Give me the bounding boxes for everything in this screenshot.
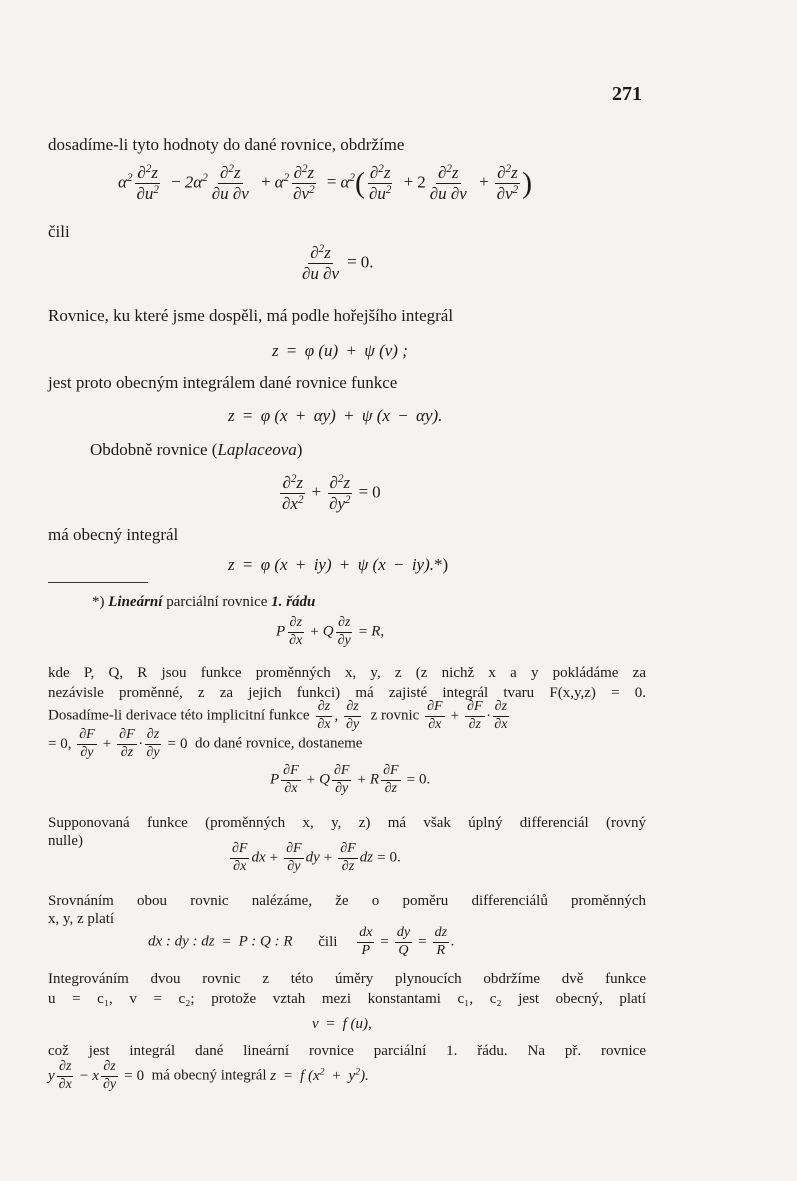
text-kde2: nezávisle proměnné, z za jejich funkci) má zajisté integrál tvaru F(x,y,z) = 0. (48, 685, 646, 701)
text-kde1: kde P, Q, R jsou funkce proměnných x, y, z (z nichž x a y pokládáme za (48, 665, 646, 681)
page-number: 271 (612, 83, 642, 105)
text-obdobne (90, 440, 302, 460)
text-laplaceova: Laplaceova (217, 440, 297, 459)
text-obdobne-pre: Obdobně rovnice ( (90, 440, 218, 459)
equation-general-xy: z = φ (x + αy) + ψ (x − αy). (228, 406, 443, 425)
equation-mixed-derivative-zero: $\frac{\partial^2z}{\partial u \partial v}$ = 0. (302, 242, 374, 283)
footnote-heading (92, 593, 315, 611)
text-cili2: čili (318, 933, 338, 950)
footnote-linearni: Lineární (108, 594, 163, 610)
text-jest-proto: jest proto obecným integrálem dané rovnice funkce (48, 373, 398, 392)
text-obdobne-post: ) (296, 440, 303, 459)
equation-linear-pde: P $\frac{\partial z}{\partial x}$ + Q $\frac{\partial z}{\partial y}$ = R, (276, 615, 385, 648)
text-do-dane-line: = 0, $\frac{\partial F}{\partial y}$ + $\frac{\partial F}{\partial z}$ · $\frac{\partial z}{\partial y}$ = 0 do dané rovnice, dostaneme (48, 727, 363, 760)
footnote-parcialni: parciální rovnice (166, 594, 268, 610)
text-ma-obecny: má obecný integrál (48, 525, 179, 544)
equation-general-uv: z = φ (u) + ψ (v) ; (272, 341, 408, 360)
footnote-mark: *) (92, 594, 105, 610)
text-dosadime: Dosadíme-li derivace této implicitní funkce $\frac{\partial z}{\partial x}$ , $\frac{\partial z}{\partial y}$ z rovnic $\frac{\partial F}{\partial x}$ + $\frac{\partial F}{\partial z}$ · $\frac{\partial z}{\partial x}$ (48, 699, 508, 732)
text-do-dane: do dané rovnice, dostaneme (195, 735, 363, 752)
text-supponovana1: Supponovaná funkce (proměnných x, y, z) má však úplný differenciál (rovný (48, 815, 646, 831)
equation-F-pde: P $\frac{\partial F}{\partial x}$ + Q $\frac{\partial F}{\partial y}$ + R $\frac{\partial F}{\partial z}$ = 0. (270, 763, 431, 796)
equation-v-of-u: v = f (u), (312, 1016, 372, 1032)
text-dosadime-mid: z rovnic (370, 707, 420, 724)
equation-laplace-solution: z = φ (x + iy) + ψ (x − iy).*) (228, 555, 449, 574)
equation-laplace: $\frac{\partial^2z}{\partial x^2}$ + $\frac{\partial^2z}{\partial y^2}$ = 0 (282, 472, 381, 513)
text-example-line: y $\frac{\partial z}{\partial x}$ − x $\frac{\partial z}{\partial y}$ = 0 má obecný integrál z = f $(x^2 + y^2)$. (48, 1059, 369, 1092)
text-rovnice-ku: Rovnice, ku které jsme dospěli, má podle hořejšího integrál (48, 306, 454, 325)
text-integrovanim1: Integrováním dvou rovnic z této úměry plynoucích obdržíme dvě funkce (48, 971, 646, 987)
text-line-intro: dosadíme-li tyto hodnoty do dané rovnice, obdržíme (48, 135, 405, 154)
text-cili: čili (48, 222, 70, 241)
text-coz-jest: což jest integrál dané lineární rovnice parciální 1. řádu. Na př. rovnice (48, 1043, 646, 1059)
text-srovnanim1: Srovnáním obou rovnic nalézáme, že o poměru differenciálů proměnných (48, 893, 646, 909)
text-supponovana2: nulle) (48, 833, 83, 849)
text-integrovanim2: u = c₁, v = c₂; protože vztah mezi konstantami c₁, c₂ jest obecný, platí (48, 991, 646, 1007)
equation-proportion: dx : dy : dz = P : Q : R čili $\frac{dx}{P}$ = $\frac{dy}{Q}$ = $\frac{dz}{R}$ . (148, 925, 455, 958)
text-srovnanim2: x, y, z platí (48, 911, 115, 927)
equation-total-differential: $\frac{\partial F}{\partial x}$ dx + $\frac{\partial F}{\partial y}$ dy + $\frac{\partial F}{\partial z}$ dz = 0. (232, 841, 401, 874)
equation-substituted: $\alpha^2$ $\frac{\partial^2z}{\partial u^2}$ − $2\alpha^2$ $\frac{\partial^2z}{\partial u \partial v}$ + $\alpha^2$ $\frac{\partial^2z}{\partial v^2}$ = $\alpha^2$( $\frac{\partial^2z}{\partial u^2}$ + 2 $\frac{\partial^2z}{\partial u \partial v}$ + $\frac{\partial^2z}{\partial v^2}$ ) (118, 162, 533, 203)
text-dosadime-pre: Dosadíme-li derivace této implicitní funkce (48, 707, 310, 724)
footnote-radu: 1. řádu (271, 594, 316, 610)
footnote-rule (48, 582, 148, 583)
text-ma-obecny2: má obecný integrál (151, 1067, 267, 1084)
